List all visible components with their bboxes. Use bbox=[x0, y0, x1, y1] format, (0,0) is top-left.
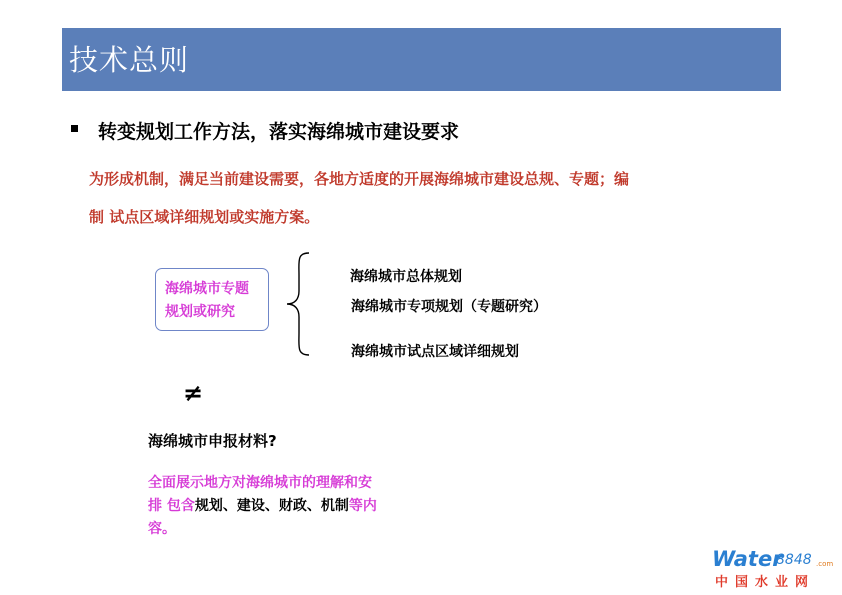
detail-line-2 bbox=[148, 495, 377, 515]
detail-line-1: 全面展示地方对海绵城市的理解和安 bbox=[148, 475, 372, 491]
logo-main-text: Water bbox=[712, 547, 783, 571]
topic-box-line-1: 海绵城市专题 bbox=[165, 281, 249, 297]
title-bar bbox=[62, 28, 781, 91]
plan-item-special: 海绵城市专项规划（专题研究） bbox=[351, 299, 547, 315]
topic-box bbox=[155, 268, 269, 331]
detail-line-2-part-a: 排 包含 bbox=[148, 498, 195, 514]
curly-brace-icon bbox=[283, 251, 313, 357]
topic-box-line-2: 规划或研究 bbox=[165, 304, 235, 320]
bullet-text: 转变规划工作方法，落实海绵城市建设要求 bbox=[98, 121, 460, 143]
logo-chinese-text: 中国水业网 bbox=[715, 575, 816, 590]
water8848-logo bbox=[712, 547, 834, 589]
detail-line-2-part-c: 等内 bbox=[348, 498, 377, 514]
description-line-1: 为形成机制，满足当前建设需要，各地方适度的开展海绵城市建设总规、专题；编 bbox=[89, 170, 630, 188]
not-equal-sign: ≠ bbox=[183, 379, 204, 407]
plan-item-overall: 海绵城市总体规划 bbox=[350, 269, 462, 285]
slide-title: 技术总则 bbox=[69, 43, 190, 77]
description-line-2: 制 试点区域详细规划或实施方案。 bbox=[89, 208, 320, 226]
logo-number-text: 8848 bbox=[776, 552, 812, 568]
detail-line-3: 容。 bbox=[148, 521, 176, 537]
detail-line-2-part-b: 规划、建设、财政、机制 bbox=[194, 498, 349, 514]
question-heading: 海绵城市申报材料? bbox=[148, 432, 277, 450]
plan-item-pilot: 海绵城市试点区域详细规划 bbox=[351, 344, 519, 360]
bullet-square-icon bbox=[71, 125, 78, 132]
logo-domain-text: .com bbox=[816, 560, 834, 568]
